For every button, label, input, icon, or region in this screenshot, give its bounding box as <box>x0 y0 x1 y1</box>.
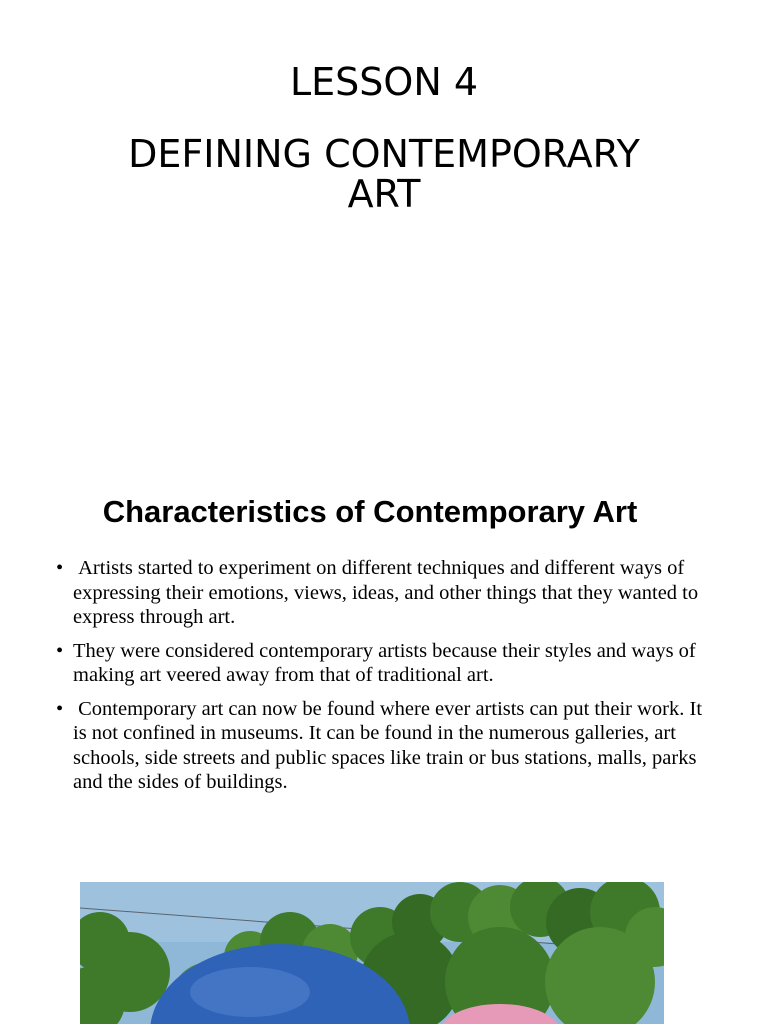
bullet-list <box>56 556 706 804</box>
lesson-subtitle: DEFINING CONTEMPORARY ART <box>128 132 640 216</box>
bullet-text: Artists started to experiment on different techniques and different ways of expressing their emotions, views, ideas, and other things that they wanted to express through art. <box>73 557 704 628</box>
bullet-text: They were considered contemporary artists because their styles and ways of making art veered away from that of traditional art. <box>73 639 701 686</box>
bullet-text: Contemporary art can now be found where ever artists can put their work. It is not confined in museums. It can be found in the numerous galleries, art schools, side streets and public spaces like train or bus stations, malls, parks and the sides of buildings. <box>73 697 708 793</box>
bullet-item <box>56 697 706 795</box>
characteristics-slide <box>0 470 768 1024</box>
bullet-item <box>56 556 706 630</box>
bullet-item <box>56 639 706 688</box>
bullet-icon: • <box>56 557 64 579</box>
lesson-title: LESSON 4 <box>289 60 478 104</box>
sculpture-photo <box>80 882 664 1024</box>
title-slide <box>0 0 768 470</box>
section-heading: Characteristics of Contemporary Art <box>102 494 638 529</box>
bullet-icon: • <box>56 639 64 662</box>
bullet-icon: • <box>56 697 64 720</box>
